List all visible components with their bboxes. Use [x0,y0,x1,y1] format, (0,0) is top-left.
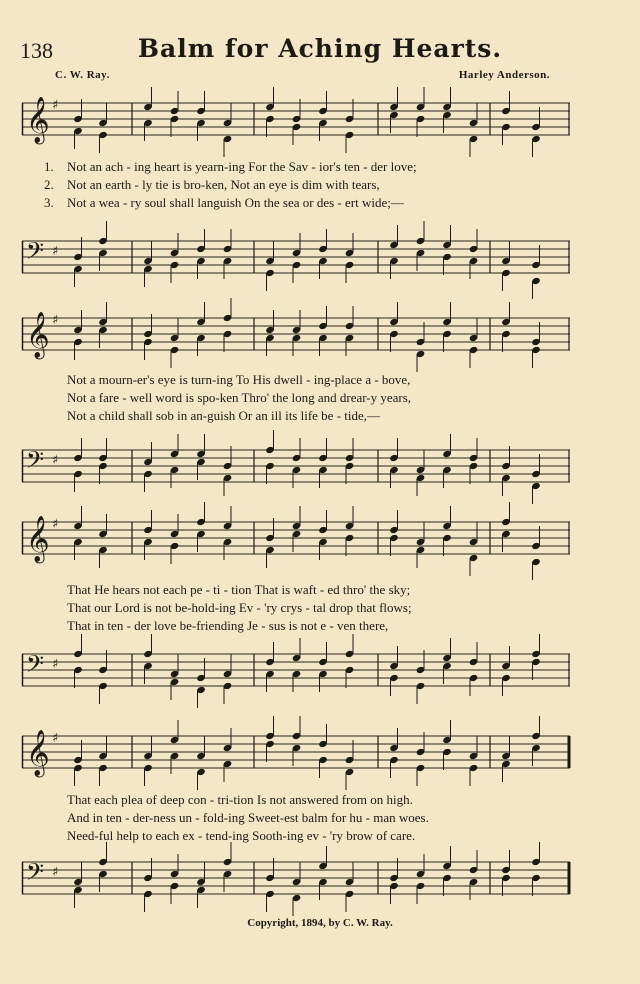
svg-text:𝄞: 𝄞 [26,516,50,562]
bass-staff [22,446,570,490]
verse-line: That our Lord is not be-hold-ing Ev - 'ry crys - tal drop that flows; [67,600,412,615]
svg-text:♯: ♯ [52,731,59,746]
verse-line: 2. Not an earth - ly tie is bro-ken, Not an eye is dim with tears, [44,177,380,192]
lyrics-block [22,792,570,846]
music-system-1 [22,95,570,295]
treble-staff [22,518,570,562]
treble-staff [22,314,570,358]
svg-text:♯: ♯ [52,98,59,113]
svg-text:♯: ♯ [52,453,59,468]
bass-staff [22,237,570,281]
copyright-line: Copyright, 1894, by C. W. Ray. [247,917,393,929]
page-number: 138 [20,38,53,63]
verse-line: Not a mourn-er's eye is turn-ing To His dwell - ing-place a - bove, [67,372,411,387]
verse-line: And in ten - der-ness un - fold-ing Sweet-est balm for hu - man woes. [67,810,429,825]
lyrics-block [22,372,570,426]
verse-line: That each plea of deep con - tri-tion Is not answered from on high. [67,792,413,807]
lyrics-block [22,159,570,213]
music-system-3 [22,516,570,716]
treble-staff [22,99,570,143]
treble-staff [22,732,570,776]
svg-text:𝄞: 𝄞 [26,97,50,143]
verse-line: That in ten - der love be-friending Je - sus is not e - ven there, [67,618,389,633]
verse-line: 1. Not an ach - ing heart is yearn-ing For the Sav - ior's ten - der love; [44,159,417,174]
composer-credit: Harley Anderson. [458,69,550,81]
svg-text:𝄢: 𝄢 [26,237,45,270]
lyrics-block [22,582,570,636]
verse-line: Not a fare - well word is spo-ken Thro' the long and drear-y years, [67,390,412,405]
svg-text:♯: ♯ [52,865,59,880]
verse-line: Need-ful help to each ex - tend-ing Sooth-ing ev - 'ry brow of care. [67,828,416,843]
verse-line: Not a child shall sob in an-guish Or an ill its life be - tide,— [67,408,381,423]
hymn-title: Balm for Aching Hearts. [137,34,503,63]
svg-text:𝄞: 𝄞 [26,730,50,776]
bass-staff [22,650,570,694]
svg-text:♯: ♯ [52,244,59,259]
lyricist-credit: C. W. Ray. [55,69,110,81]
svg-text:𝄢: 𝄢 [26,650,45,683]
svg-text:♯: ♯ [52,517,59,532]
svg-text:♯: ♯ [52,657,59,672]
music-system-4 [22,720,570,916]
music-system-2 [22,312,570,512]
svg-text:♯: ♯ [52,313,59,328]
verse-line: That He hears not each pe - ti - tion That is waft - ed thro' the sky; [67,582,411,597]
svg-text:𝄢: 𝄢 [26,446,45,479]
bass-staff [22,858,570,902]
svg-text:𝄞: 𝄞 [26,312,50,358]
verse-line: 3. Not a wea - ry soul shall languish On the sea or des - ert wide;— [44,195,404,210]
svg-text:𝄢: 𝄢 [26,858,45,891]
